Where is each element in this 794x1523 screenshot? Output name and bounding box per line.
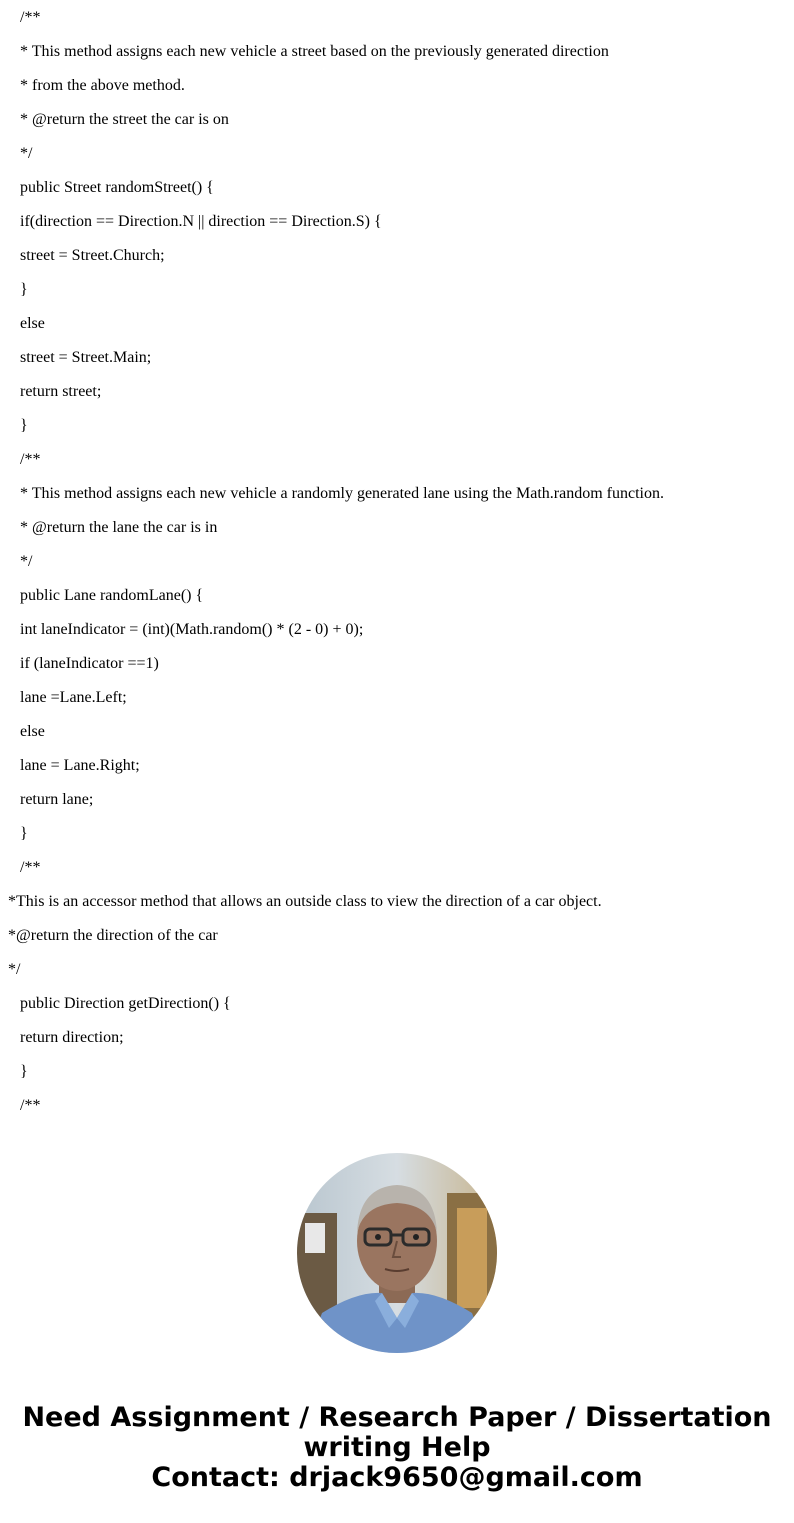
- code-line: * from the above method.: [20, 77, 185, 94]
- code-line: * This method assigns each new vehicle a street based on the previously generated direction: [20, 43, 609, 60]
- code-line: public Lane randomLane() {: [20, 587, 204, 604]
- code-line: }: [20, 281, 28, 298]
- code-line: */: [20, 553, 33, 570]
- promo-contact: Contact: drjack9650@gmail.com: [151, 1462, 643, 1493]
- promo-banner: [0, 1403, 794, 1493]
- code-line: /**: [20, 859, 41, 876]
- code-line: */: [20, 145, 33, 162]
- code-line: if (laneIndicator ==1): [20, 655, 159, 672]
- code-line: street = Street.Church;: [20, 247, 165, 264]
- person-photo-icon: [297, 1153, 497, 1353]
- code-line: /**: [20, 1097, 41, 1114]
- code-line: * @return the street the car is on: [20, 111, 229, 128]
- code-line: }: [20, 417, 28, 434]
- code-line: lane = Lane.Right;: [20, 757, 140, 774]
- code-line: }: [20, 1063, 28, 1080]
- code-line: /**: [20, 9, 41, 26]
- code-line: public Direction getDirection() {: [20, 995, 231, 1012]
- code-line: return lane;: [20, 791, 94, 808]
- code-line: public Street randomStreet() {: [20, 179, 214, 196]
- code-line: int laneIndicator = (int)(Math.random() * (2 - 0) + 0);: [20, 621, 364, 638]
- promo-line-1: Need Assignment / Research Paper / Dissertation: [22, 1402, 772, 1433]
- code-line: lane =Lane.Left;: [20, 689, 127, 706]
- code-line: else: [20, 723, 45, 740]
- code-line: street = Street.Main;: [20, 349, 152, 366]
- code-line: return street;: [20, 383, 102, 400]
- author-avatar: [297, 1153, 497, 1353]
- code-line: * @return the lane the car is in: [20, 519, 218, 536]
- promo-line-2: writing Help: [303, 1432, 491, 1463]
- code-line: else: [20, 315, 45, 332]
- code-line: * This method assigns each new vehicle a randomly generated lane using the Math.random function.: [20, 485, 664, 502]
- code-line: *This is an accessor method that allows an outside class to view the direction of a car object.: [8, 893, 602, 910]
- code-line: if(direction == Direction.N || direction == Direction.S) {: [20, 213, 382, 230]
- code-line: return direction;: [20, 1029, 124, 1046]
- code-line: */: [8, 961, 21, 978]
- code-line: *@return the direction of the car: [8, 927, 218, 944]
- code-line: /**: [20, 451, 41, 468]
- code-line: }: [20, 825, 28, 842]
